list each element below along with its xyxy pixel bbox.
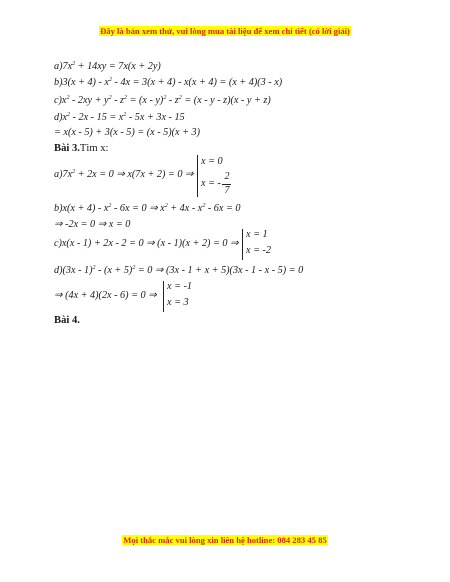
solution-c: $c)x^2 - 2xy + y^2 - z^2 = (x - y)^2 - z^2 = (x - y - z)(x - y + z)$ bbox=[54, 95, 271, 106]
top-banner bbox=[0, 26, 450, 36]
bai4-heading bbox=[54, 315, 80, 326]
bai3-text: Tìm x: bbox=[79, 143, 109, 154]
bottom-banner-text: Mọi thắc mắc vui lòng xin liên hệ hotline: 084 283 45 85 bbox=[123, 535, 327, 545]
bai3-heading bbox=[54, 143, 108, 154]
question-c-case1: x = 1 bbox=[246, 229, 268, 240]
question-a-lhs: $a)7x^2 + 2x = 0$ ⇒ x(7x + 2) = 0 ⇒ bbox=[54, 169, 194, 180]
fraction-numerator: 2 bbox=[224, 171, 230, 182]
top-banner-text: Đây là bản xem thử, vui lòng mua tài liệu để xem chi tiết (có lời giải) bbox=[100, 26, 350, 36]
solution-d-line1: $d)x^2 - 2x - 15 = x^2 - 5x + 3x - 15$ bbox=[54, 112, 185, 123]
solution-a: $a)7x^2 + 14xy = 7x(x + 2y)$ bbox=[54, 61, 161, 72]
bai3-label: Bài 3. bbox=[54, 143, 80, 154]
question-a-case2: x = - bbox=[201, 178, 221, 189]
fraction-denominator: 7 bbox=[224, 185, 230, 196]
question-d-case2: x = 3 bbox=[167, 297, 189, 308]
question-d-lhs: ⇒ (4x + 4)(2x - 6) = 0 ⇒ bbox=[54, 290, 157, 301]
system-brace-c bbox=[242, 229, 243, 260]
system-brace-d bbox=[163, 281, 164, 312]
question-d-line1: $d)(3x - 1)^2 - (x + 5)^2 = 0$ ⇒ (3x - 1 + x + 5)(3x - 1 - x - 5) = 0 bbox=[54, 265, 304, 276]
question-a-case1: x = 0 bbox=[201, 156, 223, 167]
question-c-lhs: c)x(x - 1) + 2x - 2 = 0 ⇒ (x - 1)(x + 2) = 0 ⇒ bbox=[54, 238, 239, 249]
question-c-case2: x = -2 bbox=[246, 245, 271, 256]
bottom-banner bbox=[0, 535, 450, 545]
system-brace-a bbox=[197, 155, 198, 197]
question-b-line2: ⇒ -2x = 0 ⇒ x = 0 bbox=[54, 219, 131, 230]
solution-d-line2: = x(x - 5) + 3(x - 5) = (x - 5)(x + 3) bbox=[54, 127, 201, 138]
question-b-line1: $b)x(x + 4) - x^2 - 6x = 0$ ⇒ $x^2 + 4x - x^2 - 6x = 0$ bbox=[54, 203, 241, 214]
question-d-case1: x = -1 bbox=[167, 281, 192, 292]
bai4-label: Bài 4. bbox=[54, 315, 80, 326]
solution-b: $b)3(x + 4) - x^2 - 4x = 3(x + 4) - x(x + 4) = (x + 4)(3 - x)$ bbox=[54, 77, 283, 88]
